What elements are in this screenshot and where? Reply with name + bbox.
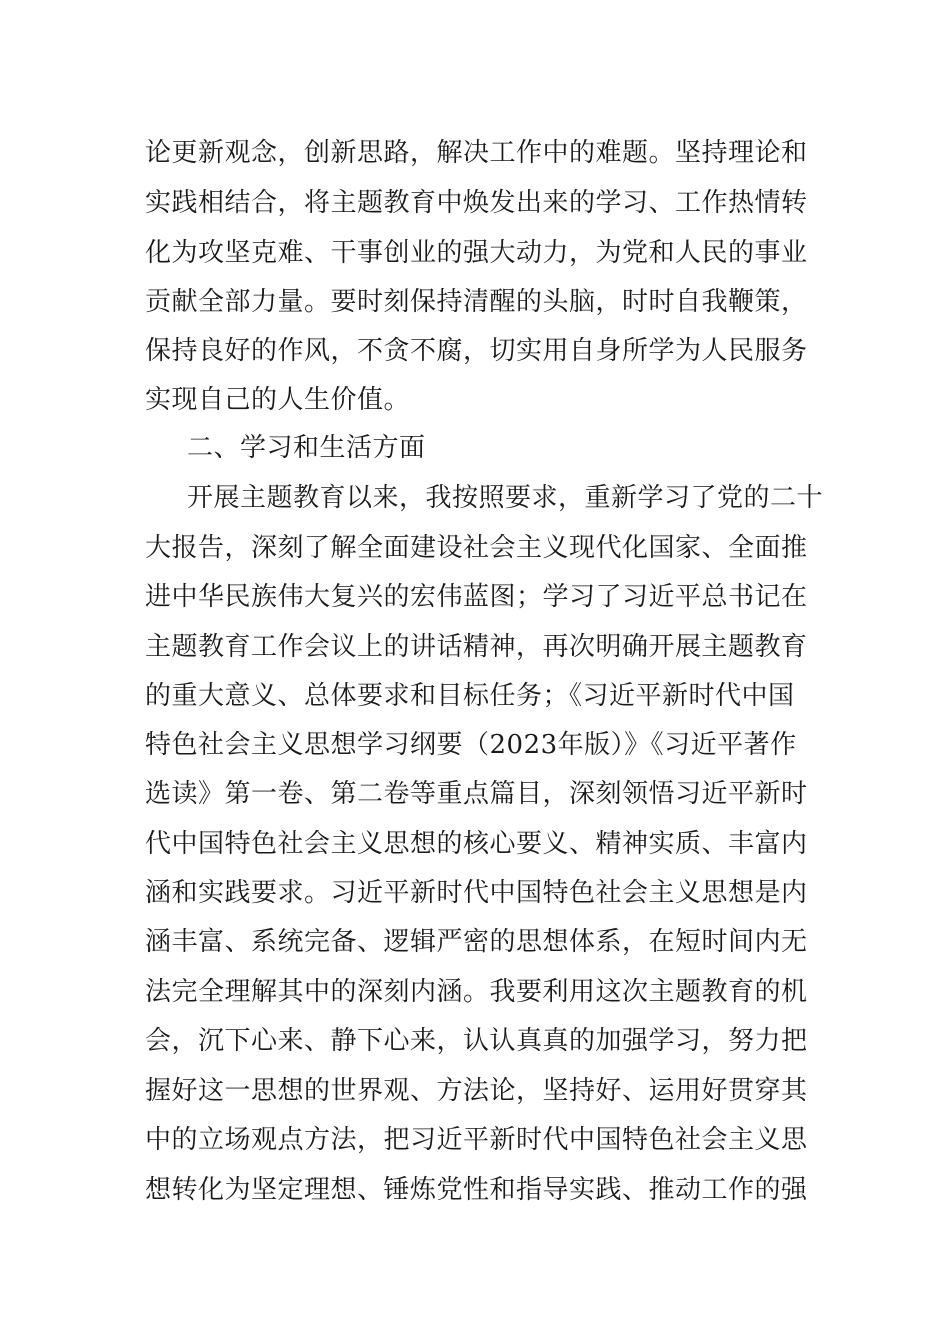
body-text-line: 会，沉下心来、静下心来，认认真真的加强学习，努力把 — [145, 1026, 808, 1056]
body-text-line: 实现自己的人生价值。 — [145, 385, 411, 415]
body-text-line: 开展主题教育以来，我按照要求，重新学习了党的二十 — [187, 483, 824, 513]
body-text-line: 的重大意义、总体要求和目标任务；《习近平新时代中国 — [145, 681, 795, 711]
body-text-line: 大报告，深刻了解全面建设社会主义现代化国家、全面推 — [145, 533, 808, 563]
body-text-line: 论更新观念，创新思路，解决工作中的难题。坚持理论和 — [145, 138, 808, 168]
body-text-line: 特色社会主义思想学习纲要（2023年版）》《习近平著作 — [145, 730, 797, 760]
body-text-line: 选读》第一卷、第二卷等重点篇目，深刻领悟习近平新时 — [145, 779, 808, 809]
body-text-line: 想转化为坚定理想、锤炼党性和指导实践、推动工作的强 — [145, 1175, 808, 1205]
body-text-line: 实践相结合，将主题教育中焕发出来的学习、工作热情转 — [145, 188, 808, 218]
body-text-line: 保持良好的作风，不贪不腐，切实用自身所学为人民服务 — [145, 336, 808, 366]
body-text-line: 握好这一思想的世界观、方法论，坚持好、运用好贯穿其 — [145, 1076, 808, 1106]
section-heading: 二、学习和生活方面 — [187, 433, 426, 463]
body-text-line: 中的立场观点方法，把习近平新时代中国特色社会主义思 — [145, 1125, 808, 1155]
body-text-line: 涵丰富、系统完备、逻辑严密的思想体系，在短时间内无 — [145, 927, 808, 957]
body-text-line: 化为攻坚克难、干事创业的强大动力，为党和人民的事业 — [145, 238, 808, 268]
body-text-line: 贡献全部力量。要时刻保持清醒的头脑，时时自我鞭策， — [145, 287, 808, 317]
body-text-line: 法完全理解其中的深刻内涵。我要利用这次主题教育的机 — [145, 977, 808, 1007]
body-text-line: 主题教育工作会议上的讲话精神，再次明确开展主题教育 — [145, 632, 808, 662]
body-text-line: 代中国特色社会主义思想的核心要义、精神实质、丰富内 — [145, 829, 808, 859]
body-text-line: 涵和实践要求。习近平新时代中国特色社会主义思想是内 — [145, 878, 808, 908]
body-text-line: 进中华民族伟大复兴的宏伟蓝图；学习了习近平总书记在 — [145, 582, 808, 612]
